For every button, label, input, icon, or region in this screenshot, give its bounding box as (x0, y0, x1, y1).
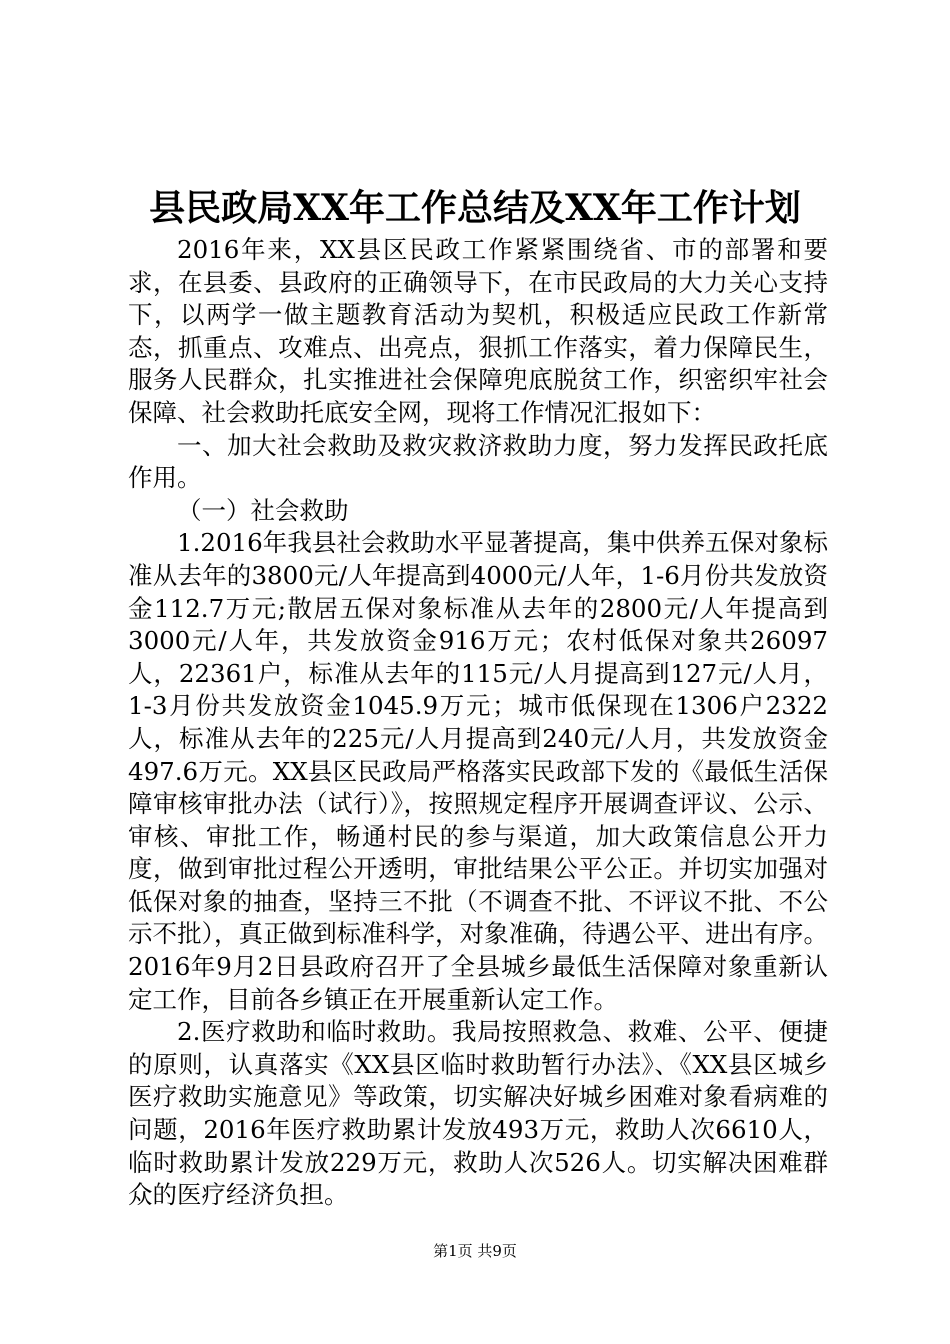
page-number-footer: 第1页 共9页 (433, 1242, 517, 1260)
subsection-heading-social-assistance: （一）社会救助 (177, 495, 349, 525)
paragraph-item-1: 1.2016年我县社会救助水平显著提高，集中供养五保对象标准从去年的3800元/人年提高到4000元/人年，1-6月份共发放资金112.7万元;散居五保对象标准从去年的2800元/人年提高到3000元/人年，共发放资金916万元；农村低保对象共26097人，22361户，标准从去年的115元/人月提高到127元/人月，1-3月份共发放资金1045.9万元；城市低保现在1306户2322人，标准从去年的225元/人月提高到240元/人月，共发放资金497.6万元。XX县区民政局严格落实民政部下发的《最低生活保障审核审批办法（试行）》，按照规定程序开展调查评议、公示、审核、审批工作，畅通村民的参与渠道，加大政策信息公开力度，做到审批过程公开透明，审批结果公平公正。并切实加强对低保对象的抽查，坚持三不批（不调查不批、不评议不批、不公示不批），真正做到标准科学，对象准确，待遇公平、进出有序。2016年9月2日县政府召开了全县城乡最低生活保障对象重新认定工作，目前各乡镇正在开展重新认定工作。 (128, 528, 828, 1014)
paragraph-intro: 2016年来，XX县区民政工作紧紧围绕省、市的部署和要求，在县委、县政府的正确领导下，在市民政局的大力关心支持下，以两学一做主题教育活动为契机，积极适应民政工作新常态，抓重点、攻难点、出亮点，狠抓工作落实，着力保障民生，服务人民群众，扎实推进社会保障兜底脱贫工作，织密织牢社会保障、社会救助托底安全网，现将工作情况汇报如下： (128, 235, 828, 427)
paragraph-item-2: 2.医疗救助和临时救助。我局按照救急、救难、公平、便捷的原则，认真落实《XX县区临时救助暂行办法》、《XX县区城乡医疗救助实施意见》等政策，切实解决好城乡困难对象看病难的问题，2016年医疗救助累计发放493万元，救助人次6610人，临时救助累计发放229万元，救助人次526人。切实解决困难群众的医疗经济负担。 (128, 1017, 828, 1210)
document-body (128, 234, 828, 1212)
section-heading-1: 一、加大社会救助及救灾救济救助力度，努力发挥民政托底作用。 (128, 430, 828, 493)
document-title: 县民政局XX年工作总结及XX年工作计划 (149, 187, 801, 229)
